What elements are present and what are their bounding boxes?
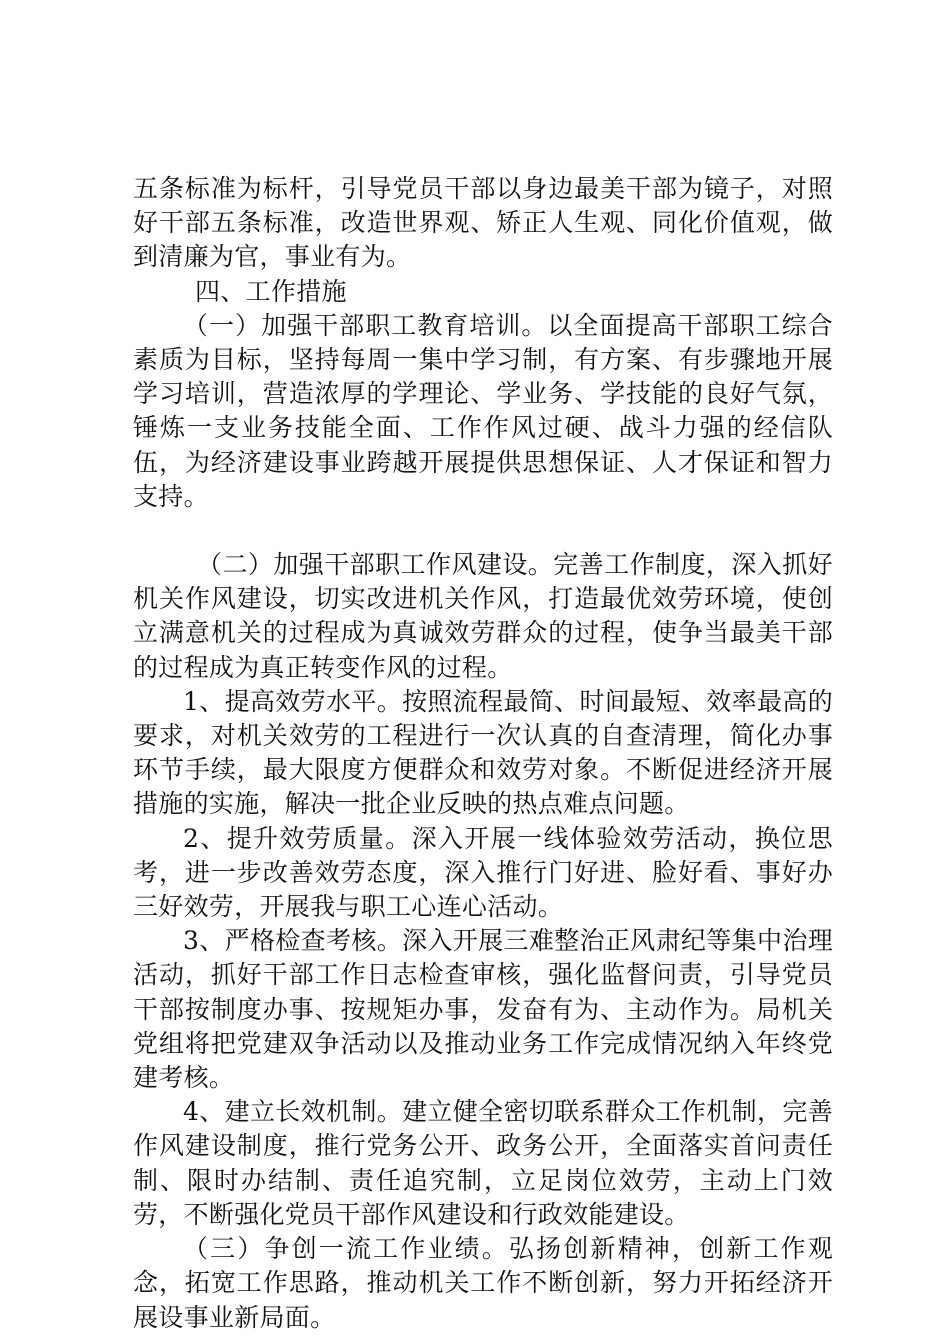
paragraph-service-level: 1、提高效劳水平。按照流程最简、时间最短、效率最高的要求，对机关效劳的工程进行一次认真的自查清理，简化办事环节手续，最大限度方便群众和效劳对象。不断促进经济开展措施的实施，解决一批企业反映的热点难点问题。 (133, 686, 833, 819)
section-heading-work-measures: 四、工作措施 (195, 276, 347, 306)
paragraph-first-class-performance: （三）争创一流工作业绩。弘扬创新精神，创新工作观念，拓宽工作思路，推动机关工作不断创新，努力开拓经济开展设事业新局面。 (133, 1234, 833, 1332)
paragraph-education-training: （一）加强干部职工教育培训。以全面提高干部职工综合素质为目标，坚持每周一集中学习制，有方案、有步骤地开展学习培训，营造浓厚的学理论、学业务、学技能的良好气氛，锤炼一支业务技能全面、工作作风过硬、战斗力强的经信队伍，为经济建设事业跨越开展提供思想保证、人才保证和智力支持。 (133, 310, 833, 511)
paragraph-inspection: 3、严格检查考核。深入开展三难整治正风肃纪等集中治理活动，抓好干部工作日志检查审核，强化监督问责，引导党员干部按制度办事、按规矩办事，发奋有为、主动作为。局机关党组将把党建双争活动以及推动业务工作完成情况纳入年终党建考核。 (133, 926, 833, 1093)
document-body (133, 172, 833, 1335)
paragraph-long-term-mechanism: 4、建立长效机制。建立健全密切联系群众工作机制，完善作风建设制度，推行党务公开、政务公开，全面落实首问责任制、限时办结制、责任追究制，立足岗位效劳，主动上门效劳，不断强化党员干部作风建设和行政效能建设。 (133, 1097, 833, 1229)
paragraph-service-quality: 2、提升效劳质量。深入开展一线体验效劳活动，换位思考，进一步改善效劳态度，深入推行门好进、脸好看、事好办三好效劳，开展我与职工心连心活动。 (133, 823, 833, 922)
paragraph-continuation: 五条标准为标杆，引导党员干部以身边最美干部为镜子，对照好干部五条标准，改造世界观、矫正人生观、同化价值观，做到清廉为官，事业有为。 (133, 174, 833, 272)
paragraph-gap (133, 514, 833, 548)
paragraph-work-style: （二）加强干部职工作风建设。完善工作制度，深入抓好机关作风建设，切实改进机关作风，打造最优效劳环境，使创立满意机关的过程成为真诚效劳群众的过程，使争当最美干部的过程成为真正转变作风的过程。 (133, 550, 833, 682)
